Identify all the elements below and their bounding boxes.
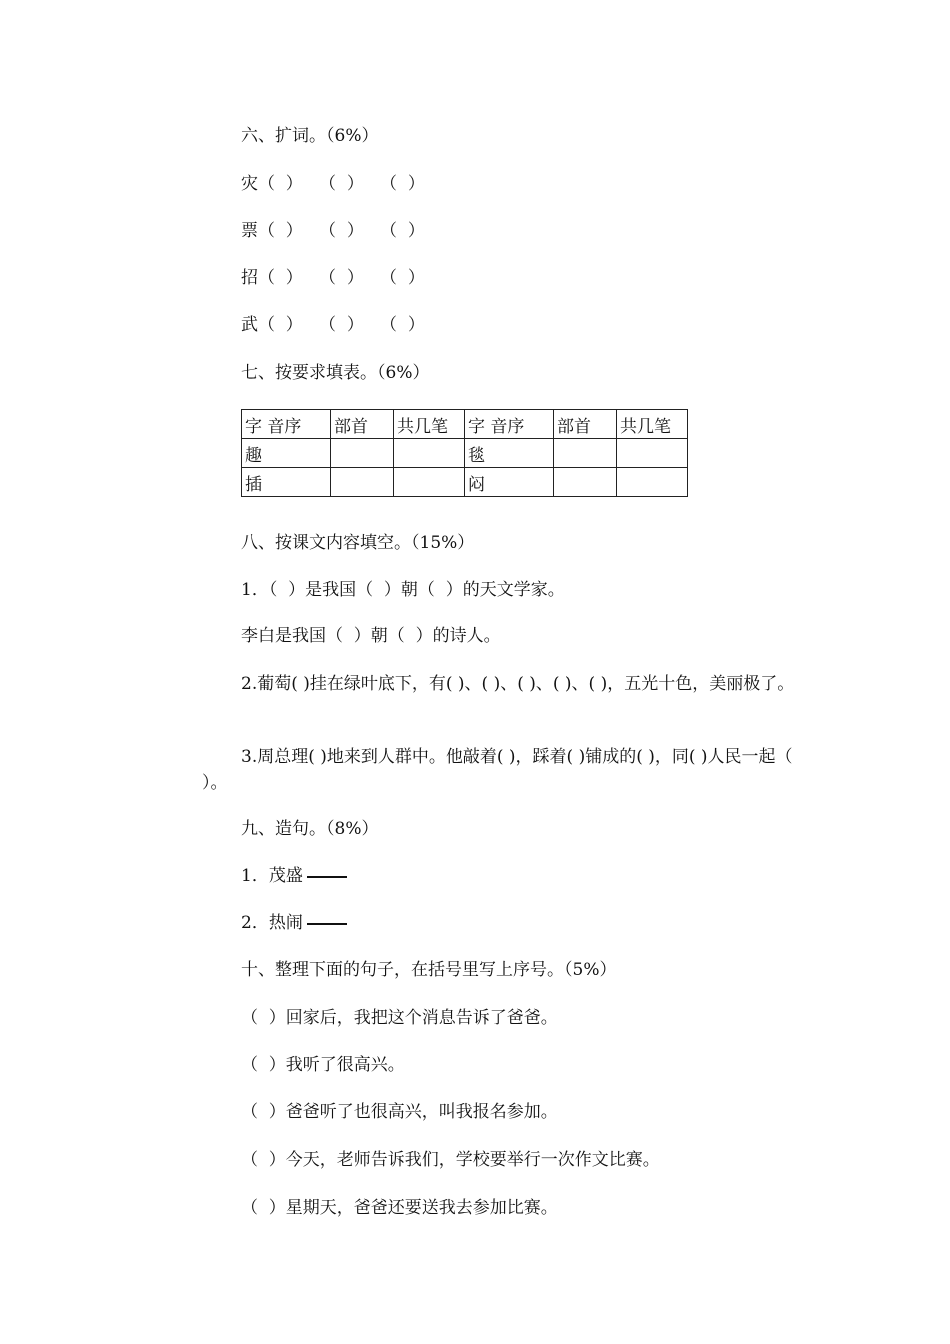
section-6-title: 六、扩词。（6%） (241, 126, 379, 146)
order-item: （ ）今天，老师告诉我们，学校要举行一次作文比赛。 (241, 1150, 660, 1170)
table-cell: 趣 (242, 439, 331, 468)
table-row (242, 439, 688, 468)
expand-word-row: 招（ ） （ ） （ ） (241, 268, 425, 288)
header-cell: 字 音序 (465, 410, 554, 439)
header-cell: 部首 (554, 410, 617, 439)
table-cell (394, 439, 465, 468)
table-header-row (242, 410, 688, 439)
table-cell (554, 439, 617, 468)
table-cell (331, 439, 394, 468)
expand-word-row: 灾（ ） （ ） （ ） (241, 174, 425, 194)
header-cell: 字 音序 (242, 410, 331, 439)
dash-line (307, 923, 347, 925)
section-9-title: 九、造句。（8%） (241, 819, 379, 839)
fill-blank-paragraph: 2.葡萄( )挂在绿叶底下，有( )、( )、( )、( )、( )，五光十色，美丽极了。 (241, 674, 795, 694)
table-cell (394, 468, 465, 497)
header-cell: 共几笔 (617, 410, 688, 439)
dash-line (307, 876, 347, 878)
fill-blank-line: 李白是我国（ ）朝（ ）的诗人。 (241, 626, 501, 646)
table-cell: 插 (242, 468, 331, 497)
section-8-title: 八、按课文内容填空。（15%） (241, 533, 475, 553)
table-row (242, 468, 688, 497)
fill-blank-paragraph: 3.周总理( )地来到人群中。他敲着( )，踩着( )铺成的( )，同( )人民一起（ ）。 (202, 747, 793, 793)
table-cell (554, 468, 617, 497)
sentence-item (241, 911, 347, 935)
table-cell (617, 439, 688, 468)
header-cell: 共几笔 (394, 410, 465, 439)
order-item: （ ）爸爸听了也很高兴，叫我报名参加。 (241, 1102, 558, 1122)
header-cell: 部首 (331, 410, 394, 439)
table-cell: 毯 (465, 439, 554, 468)
fill-blank-line: 1．（ ）是我国（ ）朝（ ）的天文学家。 (241, 580, 565, 600)
expand-word-row: 票（ ） （ ） （ ） (241, 221, 425, 241)
section-7-title: 七、按要求填表。（6%） (241, 363, 430, 383)
sentence-word: 1．茂盛 (241, 866, 303, 886)
order-item: （ ）我听了很高兴。 (241, 1055, 405, 1075)
expand-word-row: 武（ ） （ ） （ ） (241, 315, 425, 335)
fill-in-table (241, 409, 688, 497)
order-item: （ ）星期天，爸爸还要送我去参加比赛。 (241, 1198, 558, 1218)
sentence-word: 2．热闹 (241, 913, 303, 933)
order-item: （ ）回家后，我把这个消息告诉了爸爸。 (241, 1008, 558, 1028)
sentence-item (241, 864, 347, 888)
table-cell (331, 468, 394, 497)
section-10-title: 十、整理下面的句子，在括号里写上序号。（5%） (241, 960, 617, 980)
table-cell: 闷 (465, 468, 554, 497)
table-cell (617, 468, 688, 497)
